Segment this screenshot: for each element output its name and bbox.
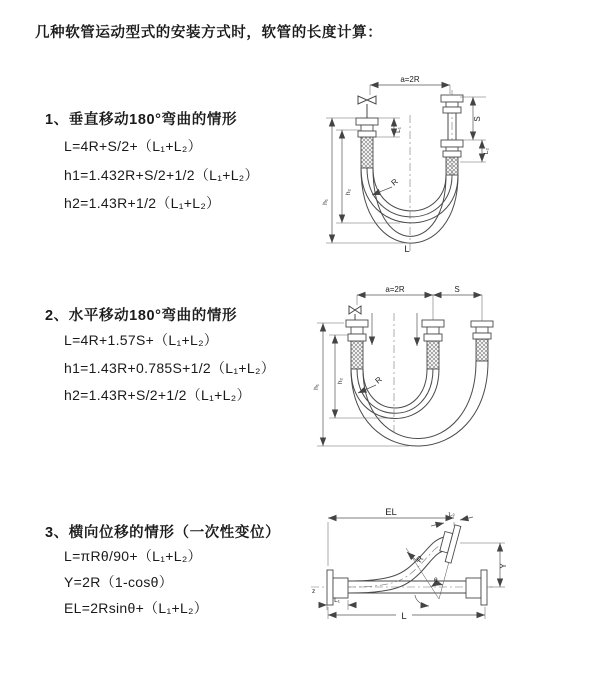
section-3-formula-el: EL=2Rsinθ+（L₁+L₂）	[64, 600, 209, 616]
section-2-formula-h2: h2=1.43R+S/2+1/2（L₁+L₂）	[64, 387, 251, 403]
right-lower-fitting	[441, 140, 463, 157]
length-label: L	[404, 244, 410, 255]
dim-l1	[319, 597, 356, 610]
section-3-formula-y: Y=2R（1-cosθ）	[64, 574, 174, 590]
right-flange	[466, 570, 487, 605]
left-fitting	[346, 320, 368, 341]
dim-l2-label: L₂	[448, 510, 456, 519]
dim-l1-label: L₁	[334, 597, 340, 604]
right-braid-section	[446, 157, 458, 175]
valve-icon	[349, 306, 361, 320]
dim-l1	[376, 118, 402, 137]
page-title: 几种软管运动型式的安装方式时，软管的长度计算：	[35, 25, 383, 41]
axis-mark: z	[312, 588, 316, 595]
radius-label: R	[373, 374, 384, 386]
section-1-formula-l: L=4R+S/2+（L₁+L₂）	[64, 138, 202, 154]
right-fitting	[471, 321, 493, 339]
section-1-heading: 1、垂直移动180°弯曲的情形	[45, 112, 238, 128]
left-braid-section	[361, 137, 373, 168]
left-braid-section	[351, 341, 363, 369]
dim-a2r-label: a=2R	[385, 285, 405, 294]
upper-flange	[437, 523, 460, 563]
section-1-formula-h2: h2=1.43R+1/2（L₁+L₂）	[64, 195, 221, 211]
dim-el-label: EL	[385, 507, 397, 518]
theta-label: θ	[434, 577, 438, 584]
section-2-formula-h1: h1=1.43R+0.785S+1/2（L₁+L₂）	[64, 360, 275, 376]
diagram-vertical-180-bend	[310, 70, 594, 262]
radius-label: R	[414, 554, 426, 565]
dim-s-label: S	[454, 285, 460, 294]
diagram-horizontal-180-bend	[306, 283, 594, 463]
dim-a2r-label: a=2R	[400, 75, 420, 84]
section-2-heading: 2、水平移动180°弯曲的情形	[45, 308, 238, 324]
radius-callout	[358, 375, 384, 393]
dim-y-label: Y	[499, 563, 508, 569]
dim-s	[460, 97, 486, 140]
dim-h1-label: h₁	[322, 199, 329, 205]
right-braid-section	[476, 339, 488, 361]
dim-s	[433, 285, 482, 295]
section-2-formula-l: L=4R+1.57S+（L₁+L₂）	[64, 332, 219, 348]
valve-icon	[358, 96, 376, 118]
dim-h1-label: h₁	[313, 384, 320, 390]
dim-s-label: S	[473, 116, 482, 122]
fitting-length-dims	[372, 313, 417, 346]
dim-h2-label: h₂	[345, 188, 352, 196]
diagram-lateral-displacement	[303, 500, 597, 654]
middle-fitting	[422, 320, 444, 341]
dim-l-label: L	[401, 611, 407, 622]
radius-label: R	[389, 176, 400, 188]
section-3-formula-l: L=πRθ/90+（L₁+L₂）	[64, 548, 202, 564]
dim-l	[328, 607, 485, 622]
dim-l1-label: L₁	[395, 127, 402, 133]
dim-a2r	[357, 285, 482, 321]
dim-el	[328, 507, 454, 566]
section-3-heading: 3、横向位移的情形（一次性变位）	[45, 525, 281, 541]
left-fitting	[356, 118, 378, 137]
dim-a2r	[370, 75, 450, 95]
dim-l2	[460, 140, 490, 162]
dim-l2-label: L₂	[483, 147, 490, 155]
section-1-formula-h1: h1=1.432R+S/2+1/2（L₁+L₂）	[64, 167, 259, 183]
dim-h2-label: h₂	[337, 377, 344, 385]
hose-curves	[361, 168, 458, 243]
curved-hose	[348, 537, 447, 593]
hose-curves	[351, 361, 488, 446]
middle-braid-section	[427, 341, 439, 369]
